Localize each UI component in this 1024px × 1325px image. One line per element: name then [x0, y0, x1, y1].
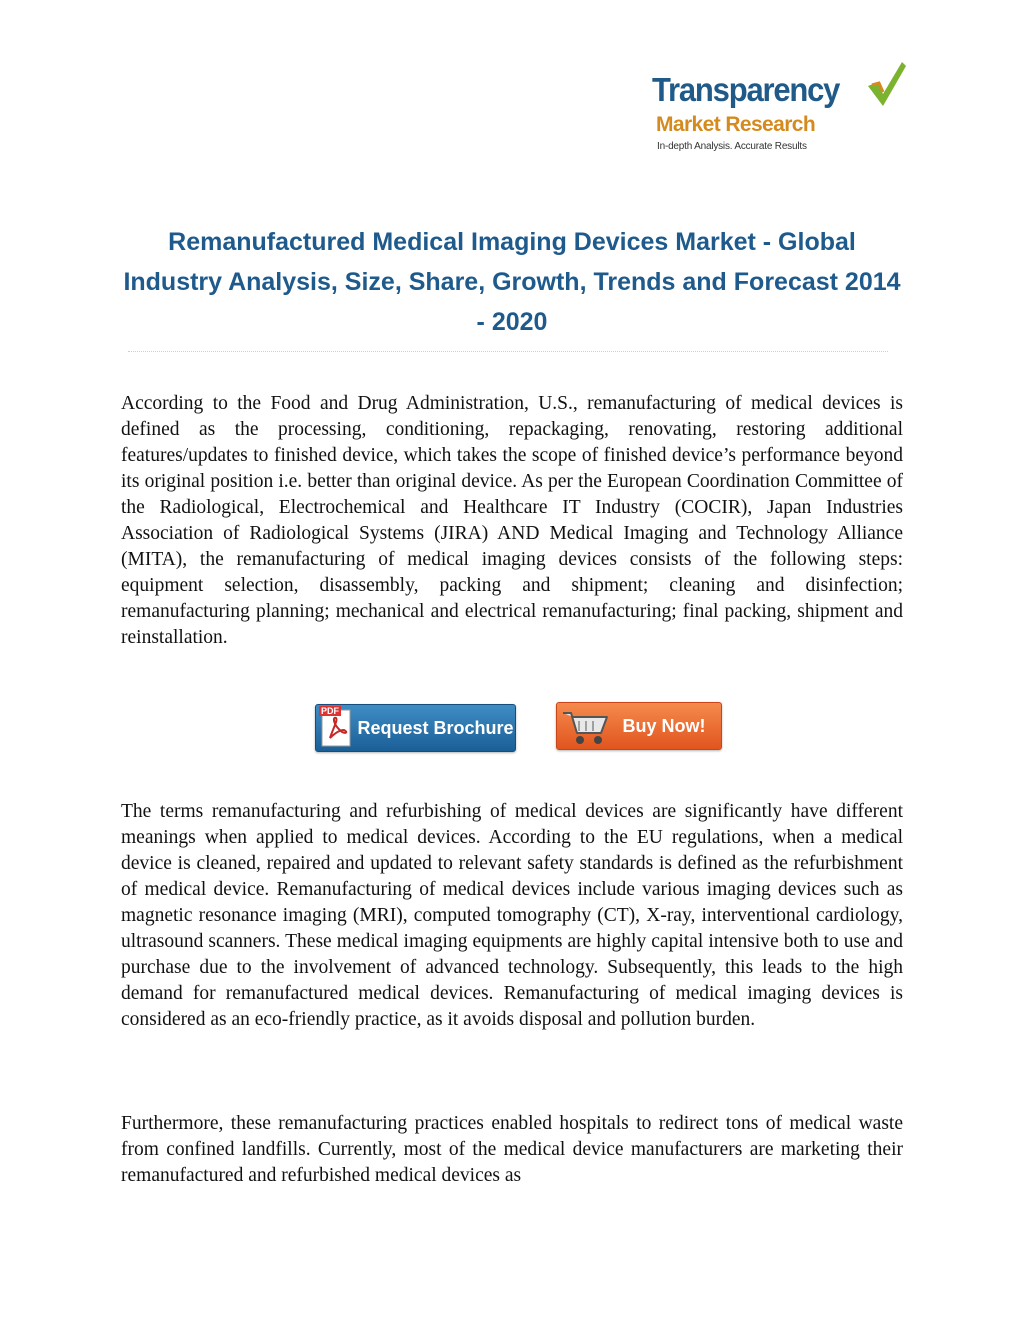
document-title: Remanufactured Medical Imaging Devices Market - Global Industry Analysis, Size, Share, Growth, Trends and Forecast 2014 - 2020	[123, 228, 901, 336]
request-brochure-label: Request Brochure	[357, 717, 514, 738]
cart-icon	[561, 707, 611, 747]
logo-tagline: In-depth Analysis. Accurate Results	[657, 141, 807, 152]
pdf-label: PDF	[321, 706, 339, 716]
company-logo	[652, 58, 912, 158]
paragraph-refurbishing: The terms remanufacturing and refurbishing of medical devices are significantly have different meanings when applied to medical devices. According to the EU regulations, when a medical device is cleaned, repaired and updated to relevant safety standards is defined as the refurbishment of medical device. Remanufacturing of medical devices include various imaging devices such as magnetic resonance imaging (MRI), computed tomography (CT), X-ray, interventional cardiology, ultrasound scanners. These medical imaging equipments are highly capital intensive both to use and purchase due to the involvement of advanced technology. Subsequently, this leads to the high demand for remanufactured medical devices. Remanufacturing of medical imaging devices is considered as an eco-friendly practice, as it avoids disposal and pollution burden.	[121, 801, 903, 1030]
logo-subtitle: Market Research	[656, 113, 816, 136]
paragraph-waste: Furthermore, these remanufacturing practices enabled hospitals to redirect tons of medical waste from confined landfills. Currently, most of the medical device manufacturers are marketing their remanufactured and refurbished medical devices as	[121, 1113, 903, 1186]
logo-name: Transparency	[652, 70, 840, 109]
buy-now-label: Buy Now!	[622, 715, 706, 736]
paragraph-definition: According to the Food and Drug Administration, U.S., remanufacturing of medical devices is defined as the processing, conditioning, repackaging, renovating, restoring additional features/updates to finished device, which takes the scope of finished device’s performance beyond its original position i.e. better than original device. As per the European Coordination Committee of the Radiological, Electrochemical and Healthcare IT Industry (COCIR), Japan Industries Association of Radiological Systems (JIRA) AND Medical Imaging and Technology Alliance (MITA), the remanufacturing of medical imaging devices consists of the following steps: equipment selection, disassembly, packing and shipment; cleaning and disinfection; remanufacturing planning; mechanical and electrical remanufacturing; final packing, shipment and reinstallation.	[121, 393, 903, 648]
request-brochure-button[interactable]	[315, 704, 516, 752]
buy-now-button[interactable]	[556, 702, 722, 750]
title-divider	[128, 351, 888, 352]
checkmark-icon	[864, 58, 908, 110]
